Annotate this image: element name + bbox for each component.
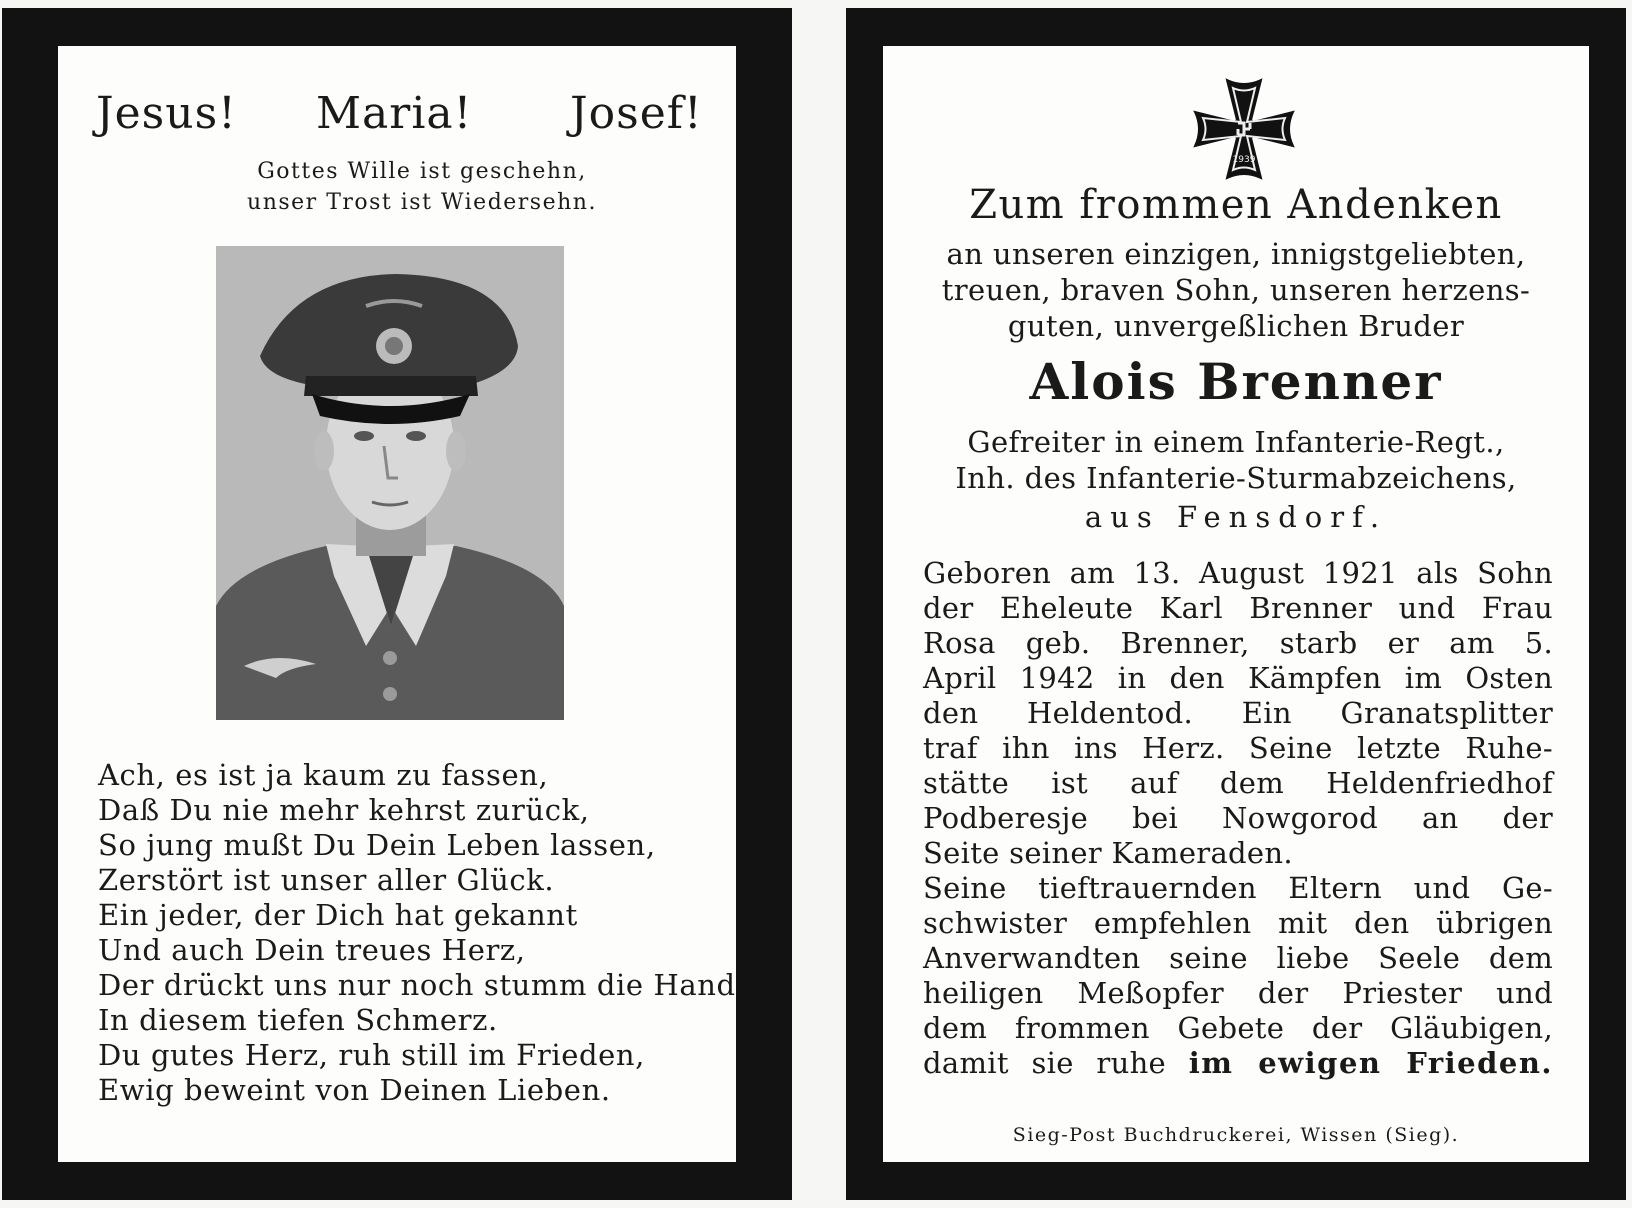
motto-line: Gottes Wille ist geschehn, — [257, 159, 587, 184]
deceased-name: Alois Brenner — [1029, 352, 1443, 411]
bio-line: Seine tieftrauernden Eltern und Ge- — [923, 871, 1553, 905]
name-jesus: Jesus! — [96, 88, 237, 139]
rank-line: Inh. des Infanterie-Sturmabzeichens, — [955, 461, 1517, 495]
bio-final-line — [923, 1046, 1553, 1081]
soldier-portrait-photo — [216, 246, 564, 720]
bio-final-emphasis: im ewigen Frieden. — [1188, 1046, 1554, 1080]
dedication-intro — [883, 236, 1589, 344]
bio-line: Geboren am 13. August 1921 als Sohn — [923, 556, 1553, 590]
poem-line: Ewig beweint von Deinen Lieben. — [98, 1073, 611, 1107]
printer-credit: Sieg-Post Buchdruckerei, Wissen (Sieg). — [1012, 1124, 1460, 1146]
bio-line: heiligen Meßopfer der Priester und — [923, 976, 1553, 1010]
bio-line: Rosa geb. Brenner, starb er am 5. — [923, 626, 1553, 660]
biography-text — [923, 556, 1553, 1081]
right-card-inner — [883, 46, 1589, 1162]
bio-line: Podberesje bei Nowgorod an der — [923, 801, 1553, 835]
left-card-inner — [58, 46, 736, 1162]
bio-line: der Eheleute Karl Brenner und Frau — [923, 591, 1553, 625]
hometown: aus Fensdorf. — [1084, 500, 1388, 534]
holy-names-row — [58, 88, 736, 148]
memorial-poem — [98, 758, 736, 1108]
motto-line: unser Trost ist Wiedersehn. — [247, 190, 597, 215]
poem-line: Daß Du nie mehr kehrst zurück, — [98, 793, 590, 827]
iron-cross-icon — [1191, 76, 1297, 182]
poem-line: Du gutes Herz, ruh still im Frieden, — [98, 1038, 645, 1072]
motto — [58, 156, 736, 218]
poem-line: Und auch Dein treues Herz, — [98, 933, 526, 967]
poem-line: So jung mußt Du Dein Leben lassen, — [98, 828, 656, 862]
name-josef: Josef! — [570, 88, 703, 139]
bio-line: traf ihn ins Herz. Seine letzte Ruhe- — [923, 731, 1553, 765]
bio-line: schwister empfehlen mit den übrigen — [923, 906, 1553, 940]
name-maria: Maria! — [316, 88, 473, 139]
right-card-panel — [846, 8, 1626, 1200]
military-rank — [883, 424, 1589, 496]
bio-line: Anverwandten seine liebe Seele dem — [923, 941, 1553, 975]
poem-line: Ach, es ist ja kaum zu fassen, — [98, 758, 549, 792]
poem-line: Zerstört ist unser aller Glück. — [98, 863, 555, 897]
intro-line: treuen, braven Sohn, unseren herzens- — [941, 273, 1531, 307]
intro-line: guten, unvergeßlichen Bruder — [1007, 309, 1465, 343]
poem-line: Der drückt uns nur noch stumm die Hand — [98, 968, 736, 1002]
poem-line: In diesem tiefen Schmerz. — [98, 1003, 498, 1037]
left-card-panel — [2, 8, 792, 1200]
memorial-heading: Zum frommen Andenken — [969, 182, 1503, 228]
bio-line: stätte ist auf dem Heldenfriedhof — [923, 766, 1553, 800]
bio-line: Seite seiner Kameraden. — [923, 836, 1293, 870]
bio-line: dem frommen Gebete der Gläubigen, — [923, 1011, 1553, 1045]
bio-final-prefix: damit sie ruhe — [923, 1046, 1189, 1080]
poem-line: Ein jeder, der Dich hat gekannt — [98, 898, 578, 932]
cross-year: 1939 — [1232, 155, 1256, 165]
rank-line: Gefreiter in einem Infanterie-Regt., — [967, 425, 1505, 459]
bio-line: April 1942 in den Kämpfen im Osten — [923, 661, 1553, 695]
bio-line: den Heldentod. Ein Granatsplitter — [923, 696, 1553, 730]
intro-line: an unseren einzigen, innigstgeliebten, — [946, 237, 1526, 271]
